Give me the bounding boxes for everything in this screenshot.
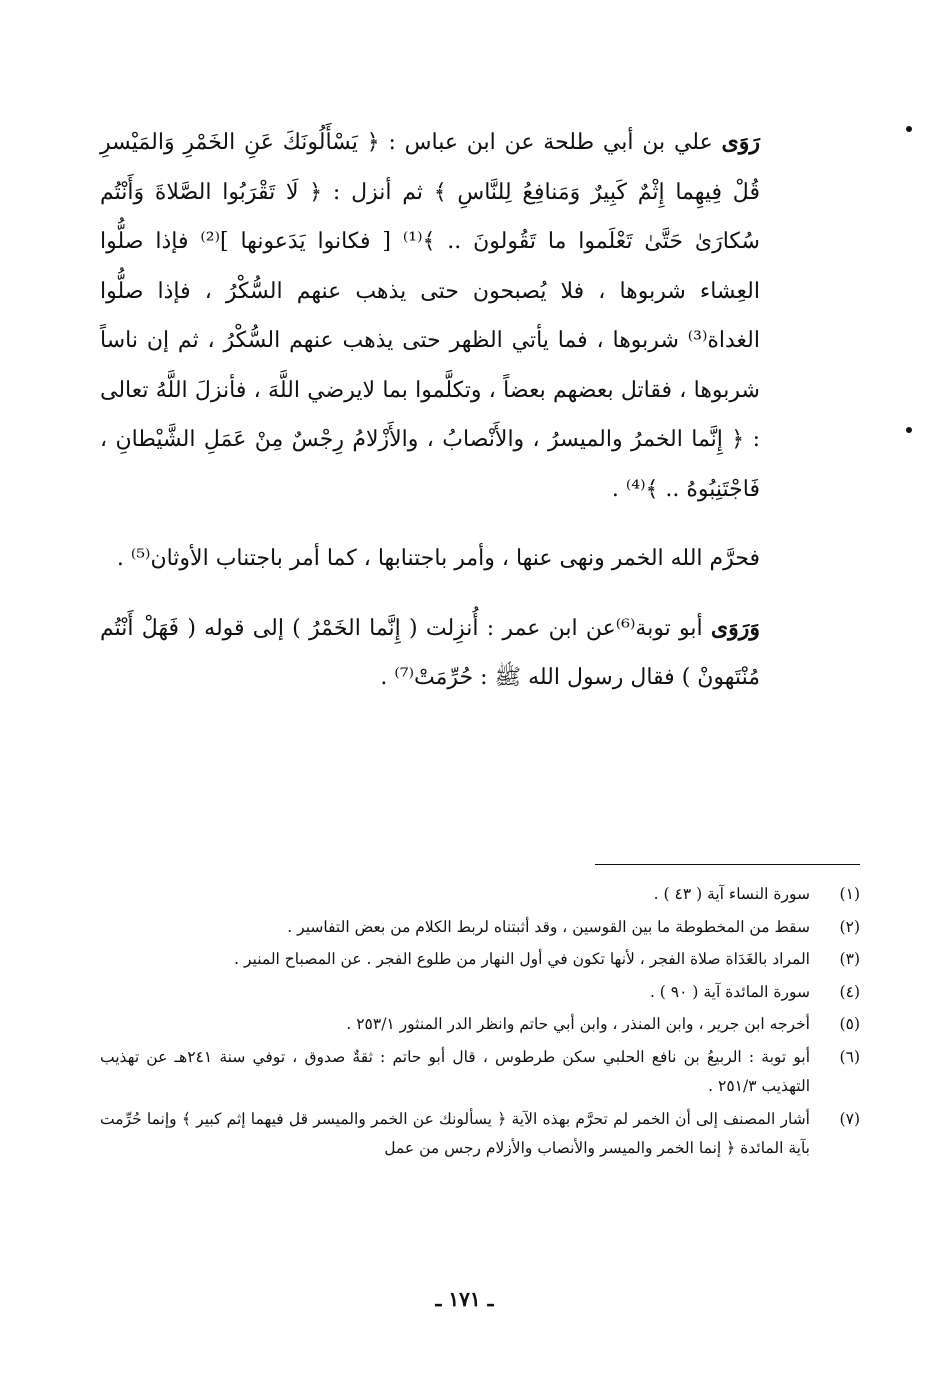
footnote-2: [100, 913, 860, 943]
paragraph-1-lead: رَوَى: [721, 129, 760, 155]
main-text: [100, 118, 760, 703]
page-number: ـ ١٧١ ـ: [435, 1287, 494, 1311]
footnote-3: [100, 945, 860, 975]
paragraph-3: [100, 604, 760, 703]
footnotes: [100, 880, 860, 1167]
margin-mark-top: [906, 126, 912, 132]
footnote-text: سورة المائدة آية ( ٩٠ ) .: [649, 982, 810, 1001]
footnote-number: (٦): [839, 1047, 860, 1066]
paragraph-1: [100, 118, 760, 514]
footnote-1: [100, 880, 860, 910]
footnote-text: أبو توبة : الربيعُ بن نافع الحلبي سكن طرطوس ، قال أبو حاتم : ثقةٌ صدوق ، توفي سنة ٢٤١هـ عن تهذيب التهذيب ٢٥١/٣ .: [100, 1047, 810, 1095]
footnote-7: [100, 1105, 860, 1164]
margin-mark-middle: [906, 427, 912, 433]
footnote-text: أخرجه ابن جرير ، وابن المنذر ، وابن أبي حاتم وانظر الدر المنثور ٢٥٣/١ .: [346, 1015, 810, 1033]
footnote-4: [100, 978, 860, 1008]
footnote-text: سقط من المخطوطة ما بين القوسين ، وقد أثبتناه لربط الكلام من بعض التفاسير .: [287, 917, 810, 936]
footnote-text: المراد بالغَدَاة صلاة الفجر ، لأنها تكون في أول النهار من طلوع الفجر . عن المصباح المنير .: [234, 950, 810, 968]
footnote-number: (٥): [839, 1015, 860, 1033]
footnote-number: (٣): [839, 950, 860, 968]
paragraph-1-text: علي بن أبي طلحة عن ابن عباس : ﴿ يَسْأَلُونَكَ عَنِ الخَمْرِ وَالمَيْسرِ قُلْ فِيهِما إِثْمٌ كَبِيرٌ وَمَنافِعُ لِلنَّاسِ ﴾ ثم أنزل : ﴿ لَا تَقْرَبُوا الصَّلاةَ وَأَنْتُم سُكارَىٰ حَتَّىٰ تَعْلَموا ما تَقُولونَ .. ﴾⁽¹⁾ [ فكانوا يَدَعونها ]⁽²⁾ فإذا صلُّوا العِشاء شربوها ، فلا يُصبحون حتى يذهب عنهم السُّكْرُ ، فإذا صلُّوا الغداة⁽³⁾ شربوها ، فما يأتي الظهر حتى يذهب عنهم السُّكْرُ ، ثم إن ناساً شربوها ، فقاتل بعضهم بعضاً ، وتكلَّموا بما لايرضي اللَّهَ ، فأنزلَ اللَّهُ تعالى : ﴿ إِنَّما الخمرُ والميسرُ ، والأَنْصابُ ، والأَزْلامُ رِجْسٌ مِنْ عَمَلِ الشَّيْطانِ ، فَاجْتَنِبُوهُ .. ﴾⁽⁴⁾ .: [100, 130, 760, 502]
paragraph-2: [100, 534, 760, 584]
footnote-number: (٧): [839, 1109, 860, 1128]
footnote-number: (٤): [839, 982, 860, 1001]
paragraph-3-text: أبو توبة⁽⁶⁾عن ابن عمر : أُنزِلت ( إِنَّما الخَمْرُ ) إلى قوله ( فَهَلْ أَنْتُم مُنْتَهونْ ) فقال رسول الله ﷺ : حُرِّمَتْ⁽⁷⁾ .: [100, 615, 760, 690]
footnote-6: [100, 1043, 860, 1102]
footnote-5: [100, 1010, 860, 1040]
footnote-number: (٢): [839, 917, 860, 936]
paragraph-3-lead: وَرَوَى: [710, 614, 760, 641]
footnote-number: (١): [839, 885, 860, 903]
footnote-text: سورة النساء آية ( ٤٣ ) .: [653, 885, 810, 903]
footnote-text: أشار المصنف إلى أن الخمر لم تحرَّم بهذه الآية ﴿ يسألونك عن الخمر والميسر قل فيهما إثم كبير ﴾ وإنما حُرِّمت بآية المائدة ﴿ إنما الخمر والميسر والأنصاب والأزلام رجس من عمل: [100, 1109, 810, 1157]
footnote-divider: [595, 864, 860, 865]
paragraph-2-text: فحرَّم الله الخمر ونهى عنها ، وأمر باجتنابها ، كما أمر باجتناب الأوثان⁽⁵⁾ .: [116, 546, 760, 571]
